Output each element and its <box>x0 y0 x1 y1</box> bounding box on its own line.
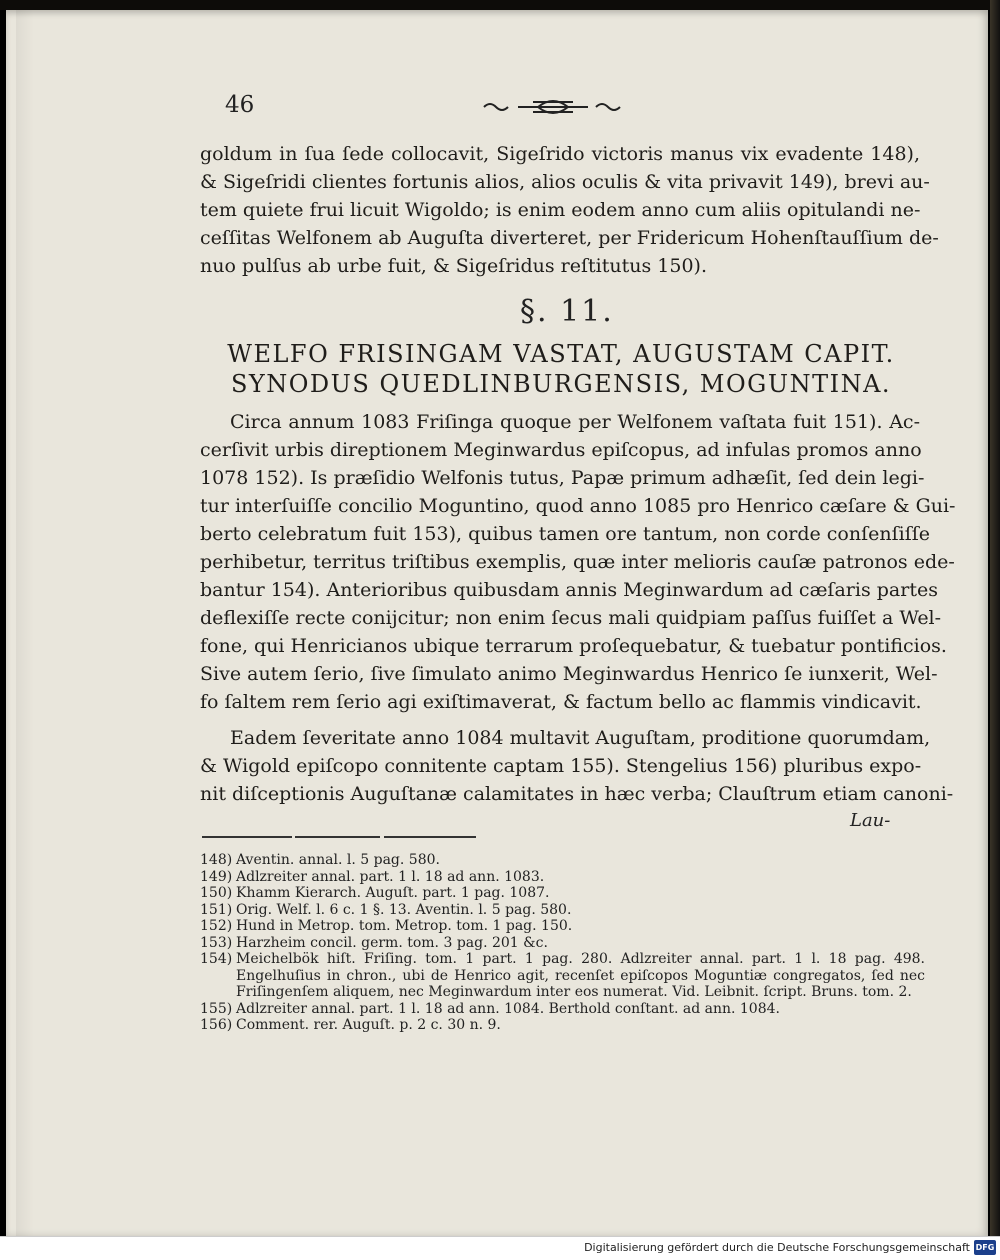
text-line: 1078 152). Is præſidio Welfonis tutus, Papæ primum adhæſit, ſed dein legi- <box>200 467 925 489</box>
paragraph-third <box>200 724 954 808</box>
text-line: tem quiete frui licuit Wigoldo; is enim eodem anno cum aliis opitulandi ne- <box>200 199 921 221</box>
footnote-text: Adlzreiter annal. part. 1 l. 18 ad ann. 1083. <box>236 868 545 885</box>
text-line: nit diſceptionis Auguſtanæ calamitates in hæc verba; Clauſtrum etiam canoni- <box>200 783 954 805</box>
footnote <box>200 918 925 935</box>
text-line: Eadem ſeveritate anno 1084 multavit Auguſtam, proditione quorumdam, <box>230 727 931 749</box>
scan-top-edge <box>0 0 1000 10</box>
footnote-rule <box>202 836 292 838</box>
text-line: bantur 154). Anterioribus quibusdam annis Meginwardum ad cæſaris partes <box>200 579 938 601</box>
footnote <box>200 869 925 886</box>
footnote <box>200 1001 925 1018</box>
footnote-rule <box>295 836 380 838</box>
footnote-text: Adlzreiter annal. part. 1 l. 18 ad ann. 1084. Berthold conſtant. ad ann. 1084. <box>236 1000 780 1017</box>
text-line: fone, qui Henricianos ubique terrarum proſequebatur, & tuebatur pontificios. <box>200 635 947 657</box>
footnote-number: 149) <box>200 868 233 885</box>
text-line: tur interſuiſſe concilio Moguntino, quod anno 1085 pro Henrico cæſare & Gui- <box>200 495 956 517</box>
footnote-number: 148) <box>200 852 233 868</box>
text-line: perhibetur, territus triſtibus exemplis, quæ inter melioris cauſæ patronos ede- <box>200 551 955 573</box>
footnote <box>200 902 925 919</box>
footnote <box>200 852 925 869</box>
paragraph-continuation <box>200 140 939 280</box>
footnote-text: Harzheim concil. germ. tom. 3 pag. 201 &c. <box>236 934 548 951</box>
catchword: Lau- <box>850 810 891 831</box>
footnote-text: Orig. Welf. l. 6 c. 1 §. 13. Aventin. l. 5 pag. 580. <box>236 901 572 918</box>
footnote-number: 154) <box>200 951 233 967</box>
page-number: 46 <box>225 92 255 118</box>
footnote-number: 152) <box>200 918 233 934</box>
text-line: ceſſitas Welfonem ab Auguſta diverteret, per Fridericum Hohenſtauſſium de- <box>200 227 939 249</box>
text-line: goldum in ſua ſede collocavit, Sigeſrido victoris manus vix evadente 148), <box>200 143 920 165</box>
dfg-logo: DFG <box>974 1240 996 1255</box>
footnote <box>200 935 925 952</box>
text-line: fo ſaltem rem ſerio agi exiſtimaverat, & factum bello ac flammis vindicavit. <box>200 691 922 713</box>
text-line: Circa annum 1083 Friſinga quoque per Welfonem vaſtata fuit 151). Ac- <box>230 411 920 433</box>
text-line: & Sigeſridi clientes fortunis alios, alios oculis & vita privavit 149), brevi au- <box>200 171 930 193</box>
footnote-text: Comment. rer. Auguſt. p. 2 c. 30 n. 9. <box>236 1017 501 1033</box>
text-line: cerſivit urbis direptionem Meginwardus epiſcopus, ad infulas promos anno <box>200 439 922 461</box>
section-heading-line-2: SYNODUS QUEDLINBURGENSIS, MOGUNTINA. <box>230 370 892 398</box>
footnote <box>200 885 925 902</box>
footnote-number: 156) <box>200 1017 233 1033</box>
footnote-rule <box>384 836 476 838</box>
section-heading-line-1: WELFO FRISINGAM VASTAT, AUGUSTAM CAPIT. <box>227 340 895 368</box>
credit-text: Digitalisierung gefördert durch die Deutsche Forschungsgemeinschaft <box>584 1241 970 1254</box>
section-mark: §. 11. <box>520 294 614 329</box>
footnote-text: Aventin. annal. l. 5 pag. 580. <box>236 852 440 868</box>
footnote-number: 150) <box>200 885 233 901</box>
footnote-text: Hund in Metrop. tom. Metrop. tom. 1 pag. 150. <box>236 918 573 934</box>
footnote <box>200 1017 925 1034</box>
footnote-number: 151) <box>200 901 233 918</box>
footnote-number: 153) <box>200 934 233 951</box>
text-line: berto celebratum fuit 153), quibus tamen ore tantum, non corde conſenſiſſe <box>200 523 931 545</box>
footnote-text: Khamm Kierarch. Auguſt. part. 1 pag. 1087. <box>236 885 550 901</box>
footnotes <box>200 852 925 1034</box>
footnote-number: 155) <box>200 1000 233 1017</box>
header-ornament <box>478 94 628 120</box>
scan-right-edge <box>990 0 1000 1240</box>
footnote <box>200 951 925 1001</box>
credit-bar <box>0 1236 1000 1260</box>
text-line: nuo pulſus ab urbe fuit, & Sigeſridus reſtitutus 150). <box>200 255 707 277</box>
paragraph-main <box>200 408 956 716</box>
footnote-text: Meichelbök hiſt. Friſing. tom. 1 part. 1 pag. 280. Adlzreiter annal. part. 1 l. 18 pag. 498. Engelhuſius in chron., ubi de Henrico agit, recenſet epiſcopos Moguntiæ congregatos, ſed nec Friſingenſem aliquem, nec Meginwardum inter eos numerat. Vid. Leibnit. ſcript. Bruns. tom. 2. <box>236 951 925 1000</box>
text-line: Sive autem ſerio, ſive ſimulato animo Meginwardus Henrico ſe iunxerit, Wel- <box>200 663 938 685</box>
text-line: deflexiſſe recte conijcitur; non enim ſecus mali quidpiam paſſus fuiſſet a Wel- <box>200 607 942 629</box>
text-line: & Wigold epiſcopo connitente captam 155). Stengelius 156) pluribus expo- <box>200 755 922 777</box>
